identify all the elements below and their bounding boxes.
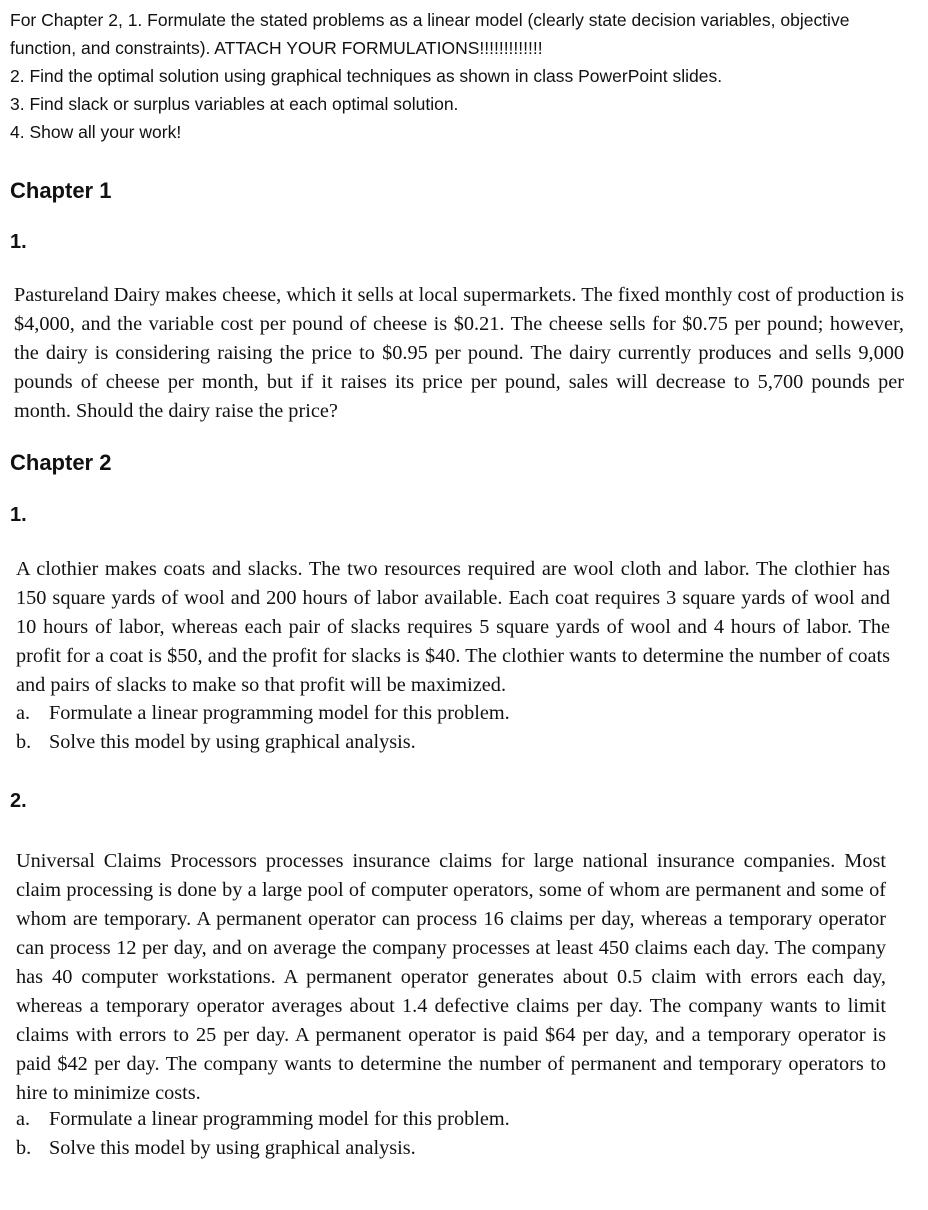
- chapter-1-problem-1-number: 1.: [10, 231, 27, 253]
- chapter-2-problem-1-text: [16, 555, 890, 700]
- part-letter: a.: [16, 1108, 31, 1130]
- part-text: Formulate a linear programming model for this problem.: [49, 1108, 510, 1130]
- part-letter: a.: [16, 702, 31, 724]
- chapter-2-problem-2-text: [16, 847, 886, 1108]
- assignment-instructions: [10, 6, 915, 146]
- problem-paragraph: Universal Claims Processors processes insurance claims for large national insurance companies. Most claim processing is done by a large pool of computer operators, some of whom are permanent and some of whom are temporary. A permanent operator can process 16 claims per day, whereas a temporary operator can process 12 per day, and on average the company processes at least 450 claims each day. The company has 40 computer workstations. A permanent operator generates about 0.5 claim with errors each day, whereas a temporary operator averages about 1.4 defective claims per day. The company wants to limit claims with errors to 25 per day. A permanent operator is paid $64 per day, and a temporary operator is paid $42 per day. The company wants to determine the number of permanent and temporary operators to hire to minimize costs.: [16, 850, 886, 1104]
- part-text: Formulate a linear programming model for this problem.: [49, 702, 510, 724]
- instruction-4: 4. Show all your work!: [10, 122, 182, 142]
- part-letter: b.: [16, 1137, 32, 1159]
- problem-paragraph: Pastureland Dairy makes cheese, which it sells at local supermarkets. The fixed monthly cost of production is $4,000, and the variable cost per pound of cheese is $0.21. The cheese sells for $0.75 per pound; however, the dairy is considering raising the price to $0.95 per pound. The dairy currently produces and sells 9,000 pounds of cheese per month, but if it raises its price per pound, sales will decrease to 5,700 pounds per month. Should the dairy raise the price?: [14, 284, 904, 422]
- chapter-2-problem-1-parts: [16, 699, 896, 757]
- part-text: Solve this model by using graphical analysis.: [49, 1137, 416, 1159]
- part-b: [16, 1134, 896, 1163]
- instruction-1: For Chapter 2, 1. Formulate the stated problems as a linear model (clearly state decision variables, objective function, and constraints). ATTACH YOUR FORMULATIONS!!!!!!!!!!!!!: [10, 10, 850, 58]
- part-a: [16, 699, 896, 728]
- chapter-2-heading: Chapter 2: [10, 450, 112, 475]
- chapter-2-problem-2-parts: [16, 1105, 896, 1163]
- part-letter: b.: [16, 731, 32, 753]
- chapter-2-problem-2-number: 2.: [10, 790, 27, 812]
- instruction-3: 3. Find slack or surplus variables at each optimal solution.: [10, 94, 459, 114]
- chapter-2-problem-1-number: 1.: [10, 504, 27, 526]
- part-b: [16, 728, 896, 757]
- problem-paragraph: A clothier makes coats and slacks. The two resources required are wool cloth and labor. The clothier has 150 square yards of wool and 200 hours of labor available. Each coat requires 3 square yards of wool and 10 hours of labor, whereas each pair of slacks requires 5 square yards of wool and 4 hours of labor. The profit for a coat is $50, and the profit for slacks is $40. The clothier wants to determine the number of coats and pairs of slacks to make so that profit will be maximized.: [16, 558, 890, 696]
- chapter-1-problem-1-text: [14, 281, 904, 426]
- part-text: Solve this model by using graphical analysis.: [49, 731, 416, 753]
- part-a: [16, 1105, 896, 1134]
- chapter-1-heading: Chapter 1: [10, 178, 112, 203]
- instruction-2: 2. Find the optimal solution using graphical techniques as shown in class PowerPoint slides.: [10, 66, 723, 86]
